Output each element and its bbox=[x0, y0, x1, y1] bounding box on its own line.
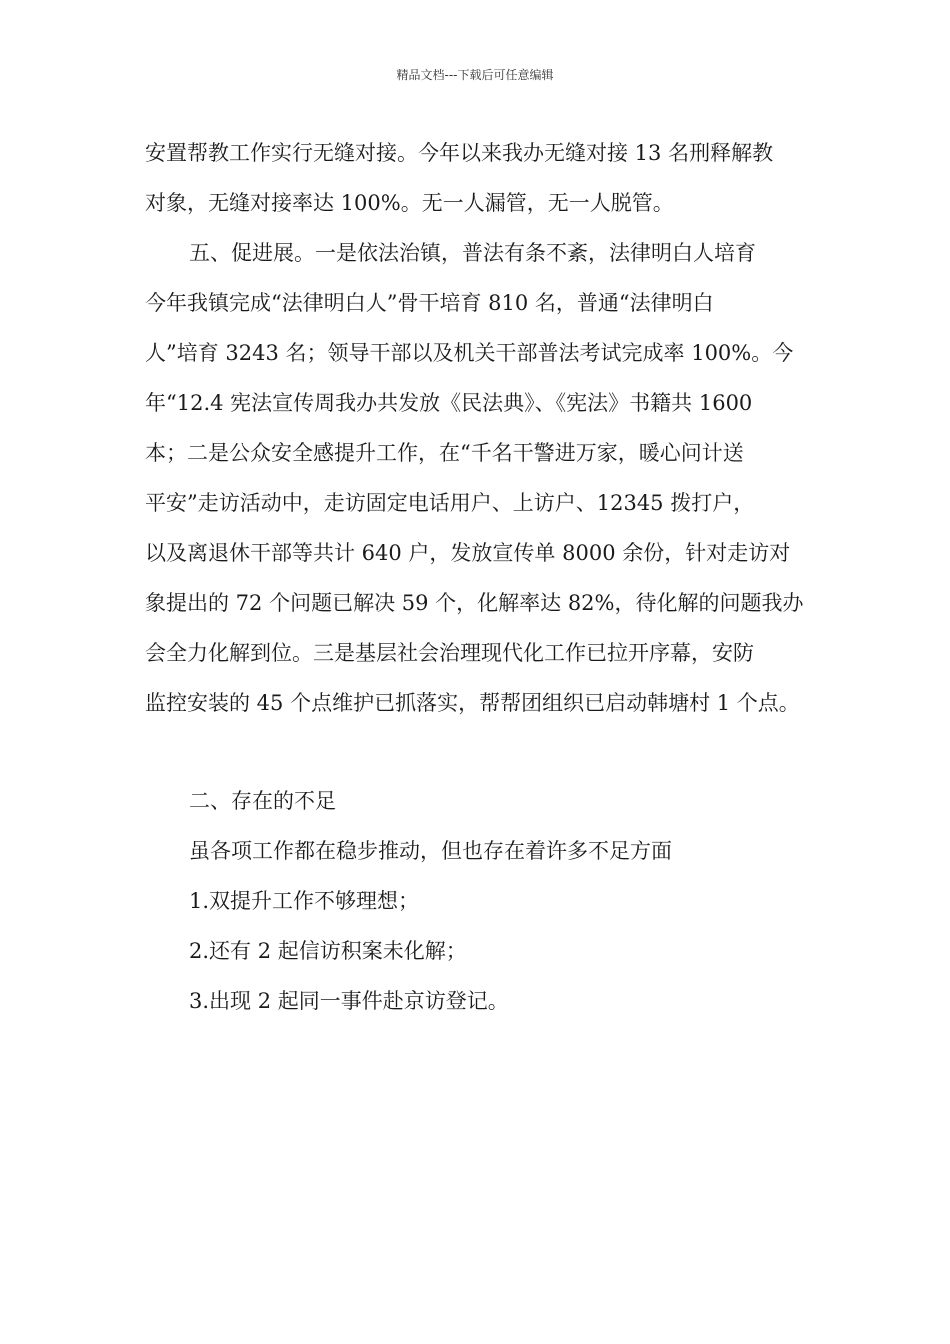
text-line: 安置帮教工作实行无缝对接。今年以来我办无缝对接 13 名刑释解教 bbox=[145, 141, 774, 165]
text-line: 今年我镇完成“法律明白人”骨干培育 810 名，普通“法律明白 bbox=[145, 291, 714, 315]
document-body bbox=[145, 128, 825, 1026]
section-heading: 二、存在的不足 bbox=[189, 789, 336, 813]
section-spacer bbox=[145, 728, 825, 776]
text-line: 监控安装的 45 个点维护已抓落实，帮帮团组织已启动韩塘村 1 个点。 bbox=[145, 691, 800, 715]
text-line: 年“12.4 宪法宣传周我办共发放《民法典》、《宪法》书籍共 1600 bbox=[145, 391, 753, 415]
text-line: 平安”走访活动中，走访固定电话用户、上访户、12345 拨打户， bbox=[145, 491, 755, 515]
paragraph-placement-assistance bbox=[145, 128, 825, 228]
section-intro: 虽各项工作都在稳步推动，但也存在着许多不足方面 bbox=[189, 839, 672, 863]
paragraph-promote-progress bbox=[145, 228, 825, 728]
text-line: 对象，无缝对接率达 100%。无一人漏管，无一人脱管。 bbox=[145, 191, 674, 215]
text-line: 人”培育 3243 名；领导干部以及机关干部普法考试完成率 100%。今 bbox=[145, 341, 794, 365]
list-item: 1.双提升工作不够理想； bbox=[189, 889, 420, 913]
text-line: 五、促进展。一是依法治镇，普法有条不紊，法律明白人培育 bbox=[189, 241, 756, 265]
text-line: 象提出的 72 个问题已解决 59 个，化解率达 82%，待化解的问题我办 bbox=[145, 591, 804, 615]
page-header: 精品文档---下载后可任意编辑 bbox=[396, 68, 554, 82]
text-line: 会全力化解到位。三是基层社会治理现代化工作已拉开序幕，安防 bbox=[145, 641, 754, 665]
section-shortcomings bbox=[145, 776, 825, 1026]
text-line: 以及离退休干部等共计 640 户，发放宣传单 8000 余份，针对走访对 bbox=[145, 541, 791, 565]
list-item: 2.还有 2 起信访积案未化解； bbox=[189, 939, 467, 963]
text-line: 本；二是公众安全感提升工作，在“千名干警进万家，暖心问计送 bbox=[145, 441, 744, 465]
list-item: 3.出现 2 起同一事件赴京访登记。 bbox=[189, 989, 509, 1013]
